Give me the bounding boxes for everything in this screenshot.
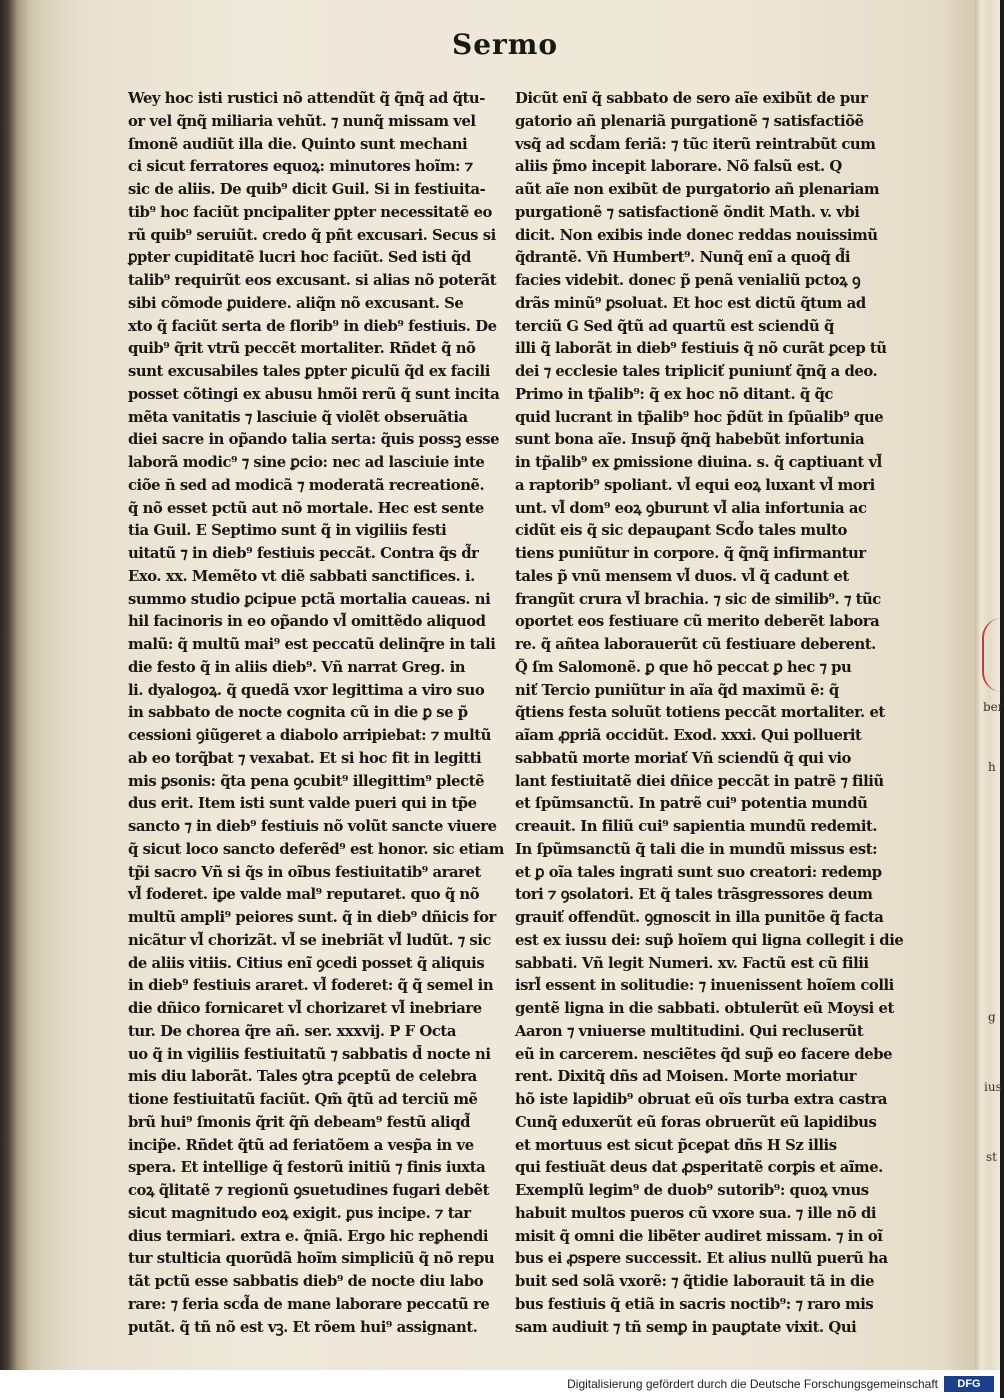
text-line: q̃tiens festa soluũt totiens peccãt mortaliter. et [515,704,885,722]
edge-mark: h [988,760,996,774]
text-line: eũ in carcerem. nesciẽtes q̃d sup̃ eo facere debe [515,1045,893,1063]
text-line: in dieb⁹ festiuis araret. vl̃ foderet: q̃ q̃ semel in [128,977,494,995]
text-line: summo studio ꝑcipue pctã mortalia caueas. ni [128,590,491,608]
text-line: tia Guil. E Septimo sunt q̃ in vigiliis festi [128,522,447,540]
text-line: Wey hoc isti rustici nõ attendũt q̃ q̃nq̃ ad q̃tu- [128,90,485,107]
text-line: tur stulticia quorũdã hoĩm simpliciũ q̃ nõ repu [128,1250,495,1268]
text-line: li. dyalogoꝝ. q̃ quedã vxor legittima a viro suo [128,681,485,699]
text-line: grauiť offendũt. ꝯgnoscit in illa punitõe q̃ facta [515,909,884,926]
text-line: tãt pctũ esse sabbatis dieb⁹ de nocte diu labo [128,1273,484,1290]
text-line: q̃ nõ esset pctũ aut nõ mortale. Hec est sente [128,499,484,517]
text-line: aũt aĩe non exibũt de purgatorio añ plenariam [515,181,880,198]
text-line: bus festiuis q̃ etiã in sacris noctib⁹: ⁊ raro mis [515,1295,874,1313]
text-line: hõ iste lapidib⁹ obruat eũ oĩs turba extra castra [515,1091,888,1108]
text-line: dei ⁊ ecclesie tales tripliciť puniunť q̃nq̃ a deo. [515,363,878,380]
text-line: tione festiuitatũ faciũt. Qm̃ q̃tũ ad terciũ mẽ [128,1091,478,1108]
text-line: unt. vl̃ dom⁹ eoꝝ ꝯburunt vl̃ alia infortunia ac [515,499,867,517]
text-line: q̃drantẽ. Vñ Humbert⁹. Nunq̃ enĩ a quoq̃ d̃i [515,249,851,267]
text-line: mis ꝑsonis: q̃ta pena ꝯcubit⁹ illegittim⁹ plectẽ [128,772,485,790]
text-line: malũ: q̃ multũ mai⁹ est peccatũ delinq̃re in tali [128,636,496,653]
funding-credit: Digitalisierung gefördert durch die Deutsche Forschungsgemeinschaft [567,1377,938,1391]
text-line: rent. Dixitq̃ dñs ad Moisen. Morte moriatur [515,1068,857,1086]
text-line: tiens puniũtur in corpore. q̃ q̃nq̃ infirmantur [515,545,866,562]
left-text-column [128,88,504,1339]
text-line: vl̃ foderet. iꝑe valde mal⁹ reputaret. quo q̃ nõ [128,886,480,904]
text-line: spera. Et intellige q̃ festorũ initiũ ⁊ finis iuxta [128,1159,486,1177]
text-line: in sabbato de nocte cognita cũ in die ꝑ se p̃ [128,704,468,722]
text-line: oportet eos festiuare cũ merito deberẽt labora [515,613,880,631]
text-line: mis diu laborãt. Tales ꝯtra ꝑceptũ de celebra [128,1068,477,1086]
text-line: ſmonẽ audiũt illa die. Quinto sunt mechani [128,135,468,153]
text-line: Exo. xx. Memẽto vt diẽ sabbati sanctifices. i. [128,567,475,585]
text-line: die dñico fornicaret vl̃ chorizaret vl̃ inebriare [128,1000,482,1017]
text-line: posset cõtingi ex abusu hmõi rerũ q̃ sunt incita [128,385,500,403]
right-text-column [515,88,904,1339]
edge-mark: ius [984,1080,1002,1094]
text-line: die festo q̃ in aliis dieb⁹. Vñ narrat Greg. in [128,658,466,676]
text-line: rũ quib⁹ seruiũt. credo q̃ pñt excusari. Secus si [128,226,496,244]
text-line: sunt excusabiles tales ꝑpter ꝑiculũ q̃d ex facili [128,363,490,380]
text-line: sunt bona aĩe. Insup̃ q̃nq̃ habebũt infortunia [515,431,865,449]
text-line: brũ hui⁹ ſmonis q̃rit q̃ñ debeam⁹ festũ aliqd̃ [128,1113,471,1131]
text-line: est ex iussu dei: sup̃ hoĩem qui ligna collegit i die [515,931,904,949]
edge-mark: st [986,1150,997,1164]
text-line: cessioni ꝯiũgeret a diabolo arripiebat: ⁊ multũ [128,727,491,744]
text-line: sic de aliis. De quib⁹ dicit Guil. Si in festiuita- [128,181,486,198]
text-line: aliis p̃mo incepit laborare. Nõ falsũ est. Q [515,158,842,176]
text-line: sam audiuit ⁊ tñ semꝑ in pauꝑtate vixit. Qui [515,1318,857,1336]
text-line: buit sed solã vxorẽ: ⁊ q̃tidie laborauit tã in die [515,1273,875,1290]
edge-mark: g [988,1010,996,1024]
text-line: coꝝ q̃litatẽ ⁊ regionũ ꝯsuetudines fugari debẽt [128,1182,490,1199]
text-line: et ſpũmsanctũ. In patrẽ cui⁹ potentia mundũ [515,795,868,813]
text-line: Dicũt enĩ q̃ sabbato de sero aĩe exibũt de pur [515,90,868,107]
running-head: Sermo [452,28,559,61]
text-line: frangũt crura vl̃ brachia. ⁊ sic de similib⁹. ⁊ tũc [515,590,881,608]
text-line: dus erit. Item isti sunt valde pueri qui in tp̃e [128,795,477,813]
text-line: Cunq̃ eduxerũt eũ foras obruerũt eũ lapidibus [515,1113,877,1131]
text-line: dicit. Non exibis inde donec reddas nouissimũ [515,226,878,244]
text-line: In ſpũmsanctũ q̃ tali die in mundũ missus est: [515,840,878,858]
text-line: multũ ampli⁹ peiores sunt. q̃ in dieb⁹ dñicis for [128,909,496,926]
text-line: tales p̃ vnũ mensem vl̃ duos. vl̃ q̃ cadunt et [515,567,849,585]
text-line: facies videbit. donec p̃ penã venialiũ pctoꝝ ꝯ [515,272,861,289]
text-line: sabbati. Vñ legit Numeri. xv. Factũ est cũ filii [515,954,869,972]
text-line: terciũ G Sed q̃tũ ad quartũ est sciendũ q̃ [515,317,834,335]
text-line: qui festiuãt deus dat ꝓsperitatẽ corꝑis et aĩme. [515,1159,883,1177]
text-line: quid lucrant in tp̃alib⁹ hoc p̃dũt in ſpũalib⁹ que [515,408,884,426]
text-line: tori ⁊ ꝯsolatori. Et q̃ tales trãsgressores deum [515,886,873,904]
text-line: gentẽ ligna in die sabbati. obtulerũt eũ Moysi et [515,1000,894,1017]
text-line: uo q̃ in vigiliis festiuitatũ ⁊ sabbatis d̄ nocte ni [128,1045,491,1063]
text-line: purgationẽ ⁊ satisfactionẽ õndit Math. v. vbi [515,203,860,221]
text-line: isrl̃ essent in solitudie: ⁊ inuenissent hoĩem colli [515,977,894,995]
text-line: diei sacre in op̃ando talia serta: q̃uis possꝫ esse [128,431,500,449]
text-line: a raptorib⁹ spoliant. vl̃ equi eoꝝ luxant vl̃ mori [515,476,875,494]
text-line: drãs minũ⁹ ꝑsoluat. Et hoc est dictũ q̃tum ad [515,294,866,312]
text-line: illi q̃ laborãt in dieb⁹ festiuis q̃ nõ curãt ꝑcep tũ [515,340,887,358]
text-line: sibi cõmode ꝑuidere. aliq̃n nõ excusant. Se [128,294,464,312]
text-line: niť Tercio puniũtur in aĩa q̃d maximũ ẽ: q̃ [515,681,839,699]
text-line: vsq̃ ad scd̃am feriã: ⁊ tũc iterũ reintrabũt cum [515,135,876,153]
text-line: Aaron ⁊ vniuerse multitudini. Qui recluserũt [515,1022,864,1040]
text-line: q̃ sicut loco sancto deferẽd⁹ est honor. sic etiam [128,840,504,858]
text-line: misit q̃ omni die libẽter audiret missam. ⁊ in oĩ [515,1227,883,1245]
text-line: sicut magnitudo eoꝝ exigit. ꝑus incipe. ⁊ tar [128,1204,471,1222]
text-line: tib⁹ hoc faciũt pncipaliter ꝑpter necessitatẽ eo [128,203,492,221]
text-line: Exemplũ legim⁹ de duob⁹ sutorib⁹: quoꝝ vnus [515,1182,869,1199]
text-line: hil facinoris in eo op̃ando vl̃ omittẽdo aliquod [128,613,486,631]
text-line: gatorio añ plenariã purgationẽ ⁊ satisfactiõẽ [515,112,864,130]
text-line: sabbatũ morte moriať Vñ sciendũ q̃ qui vio [515,749,851,767]
footer-bar [0,1370,1000,1398]
dfg-logo: DFG [944,1376,994,1392]
text-line: incip̃e. Rñdet q̃tũ ad feriatõem a vesp̃a in ve [128,1136,474,1154]
text-line: et mortuus est sicut p̃ceꝑat dñs H Sz illis [515,1136,837,1154]
edge-mark: ber [983,700,1004,714]
text-line: cidũt eis q̃ sic depauꝑant Scd̃o tales multo [515,522,847,540]
text-line: habuit multos pueros cũ vxore sua. ⁊ ille nõ di [515,1204,877,1222]
text-line: de aliis vitiis. Citius enĩ ꝯcedi posset q̃ aliquis [128,954,485,972]
text-line: bus ei ꝓspere successit. Et alius nullũ puerũ ha [515,1250,888,1268]
text-line: quib⁹ q̃rit vtrũ peccẽt mortaliter. Rñdet q̃ nõ [128,340,476,358]
text-line: ꝑpter cupiditatẽ lucri hoc faciũt. Sed isti q̃d [128,249,471,267]
text-line: lant festiuitatẽ diei dñice peccãt in patrẽ ⁊ filiũ [515,772,884,790]
text-line: et ꝑ oĩa tales ingrati sunt suo creatori: redemp [515,863,882,881]
text-line: dius termiari. extra e. q̃niã. Ergo hic reꝑhendi [128,1227,489,1245]
text-line: ciõe n̄ sed ad modicã ⁊ moderatã recreationẽ. [128,476,485,494]
text-line: xto q̃ faciũt serta de florib⁹ in dieb⁹ festiuis. De [128,317,497,335]
text-line: talib⁹ requirũt eos excusant. si alias nõ poterãt [128,272,497,289]
text-line: tur. De chorea q̃re añ. ser. xxxvij. P F Octa [128,1022,456,1040]
text-line: Primo in tp̃alib⁹: q̃ ex hoc nõ ditant. q̃ q̃c [515,385,833,403]
text-line: Q̃ ſm Salomonẽ. ꝑ que hõ peccat ꝑ hec ⁊ pu [515,658,852,676]
text-line: nicãtur vl̃ chorizãt. vl̃ se inebriãt vl̃ ludũt. ⁊ sic [128,931,491,949]
text-line: or vel q̃nq̃ miliaria vehũt. ⁊ nunq̃ missam vel [128,112,476,130]
text-line: mẽta vanitatis ⁊ lasciuie q̃ violẽt obseruãtia [128,408,468,426]
text-line: tp̃i sacro Vñ si q̃s in oĩbus festiuitatib⁹ araret [128,863,481,881]
text-line: aĩam ꝓpriã occidũt. Exod. xxxi. Qui polluerit [515,727,862,744]
text-line: putãt. q̃ tñ nõ est vꝫ. Et rõem hui⁹ assignant. [128,1318,478,1336]
text-line: sancto ⁊ in dieb⁹ festiuis nõ volũt sancte viuere [128,818,497,835]
text-line: laborã modic⁹ ⁊ sine ꝑcio: nec ad lasciuie inte [128,454,485,471]
text-line: creauit. In filiũ cui⁹ sapientia mundũ redemit. [515,818,878,835]
text-line: ci sicut ferratores equoꝝ: minutores hoĩm: ⁊ [128,158,473,176]
text-line: ab eo torq̃bat ⁊ vexabat. Et si hoc fit in legitti [128,749,482,767]
text-line: re. q̃ añtea laborauerũt cũ festiuare deberent. [515,636,876,653]
text-line: rare: ⁊ feria scd̃a de mane laborare peccatũ re [128,1295,490,1313]
rubric-mark [982,618,1002,692]
text-line: in tp̃alib⁹ ex ꝑmissione diuina. s. q̃ captiuant vl̃ [515,454,882,471]
text-line: uitatũ ⁊ in dieb⁹ festiuis peccãt. Contra q̃s d̃r [128,545,479,562]
